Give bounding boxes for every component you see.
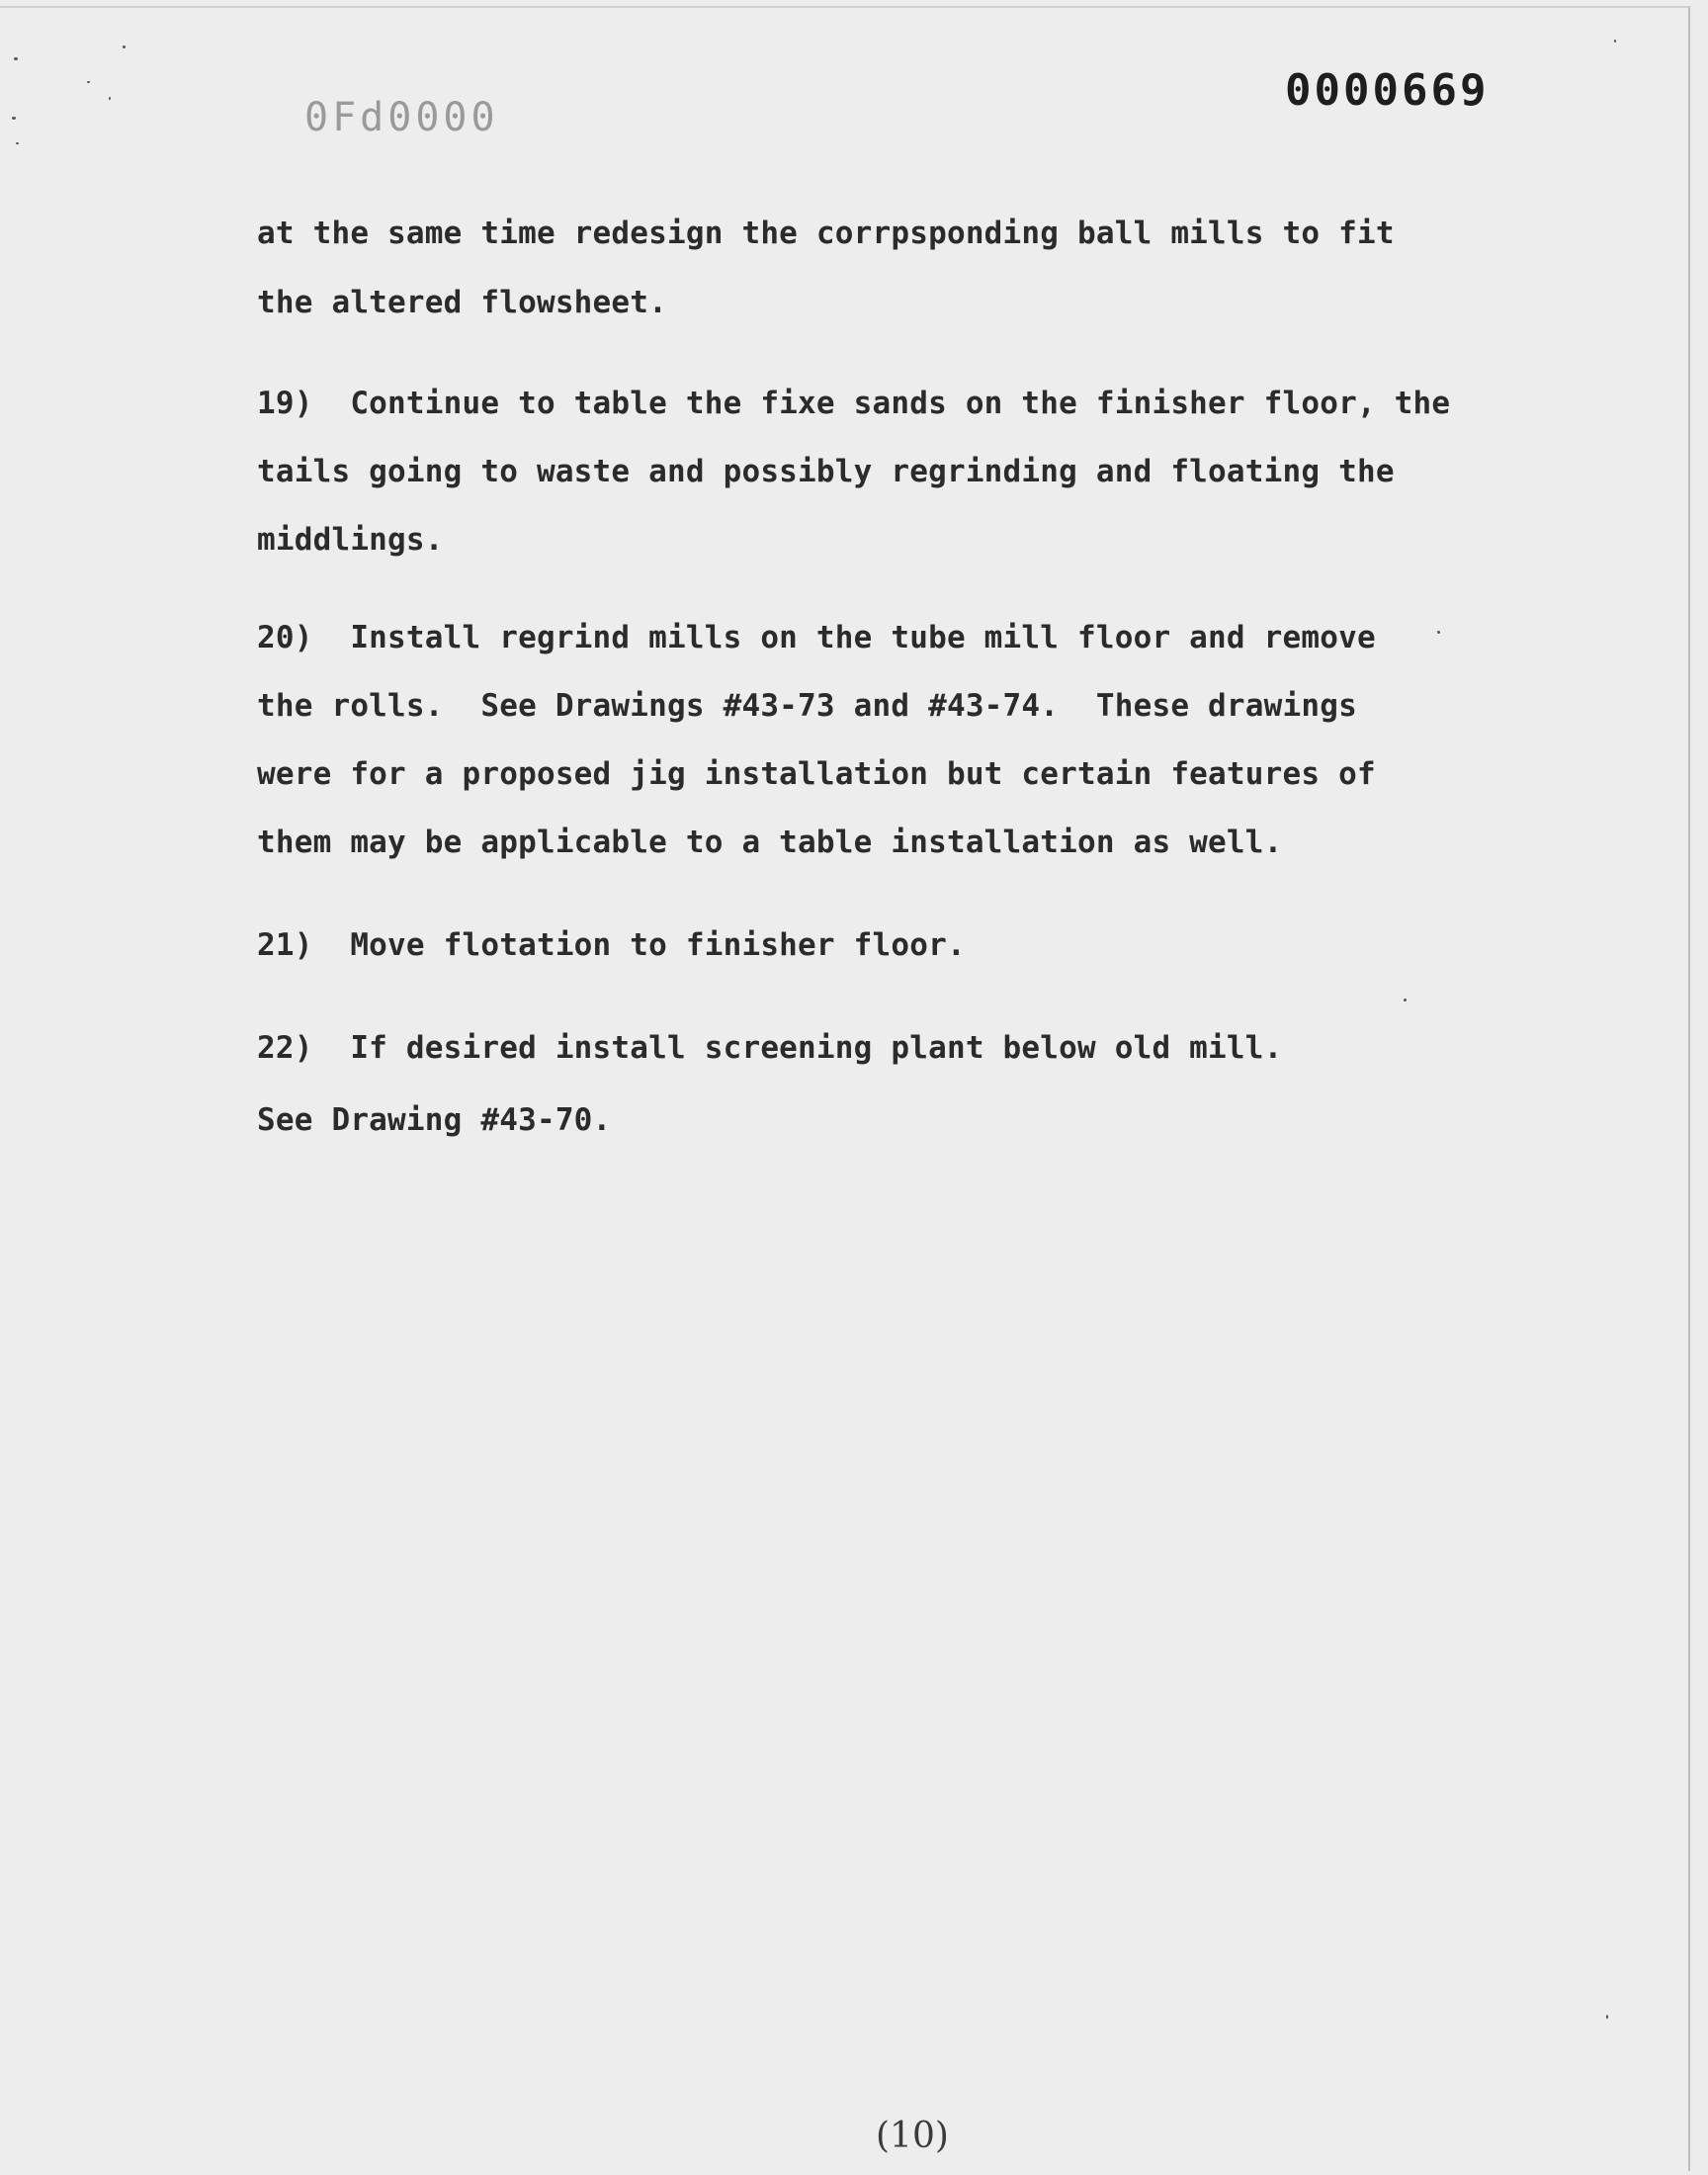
text-line-7: the rolls. See Drawings #43-73 and #43-74. These drawings bbox=[257, 688, 1357, 724]
scan-speck bbox=[109, 97, 111, 100]
scan-speck bbox=[1606, 2015, 1608, 2019]
scan-speck bbox=[87, 81, 90, 83]
text-line-10: 21) Move flotation to finisher floor. bbox=[257, 927, 966, 963]
faint-bleed-through-number: 0Fd0000 bbox=[304, 95, 499, 140]
scan-speck bbox=[14, 57, 18, 60]
text-line-1: at the same time redesign the corrpsponding ball mills to fit bbox=[257, 216, 1395, 251]
text-line-6: 20) Install regrind mills on the tube mill floor and remove bbox=[257, 620, 1376, 655]
text-line-12: See Drawing #43-70. bbox=[257, 1102, 612, 1138]
scan-speck bbox=[1437, 631, 1440, 634]
text-line-5: middlings. bbox=[257, 522, 444, 558]
text-line-8: were for a proposed jig installation but certain features of bbox=[257, 756, 1376, 792]
scan-speck bbox=[12, 117, 16, 120]
scan-speck bbox=[123, 45, 126, 48]
text-line-3: 19) Continue to table the fixe sands on the finisher floor, the bbox=[257, 386, 1451, 421]
scan-speck bbox=[1614, 40, 1616, 43]
page-number: (10) bbox=[876, 2116, 949, 2156]
text-line-9: them may be applicable to a table installation as well. bbox=[257, 825, 1283, 860]
text-line-11: 22) If desired install screening plant below old mill. bbox=[257, 1030, 1283, 1066]
text-line-2: the altered flowsheet. bbox=[257, 285, 667, 320]
text-line-4: tails going to waste and possibly regrinding and floating the bbox=[257, 454, 1395, 489]
document-control-number: 0000669 bbox=[1285, 65, 1490, 116]
scan-speck bbox=[1404, 999, 1407, 1001]
scan-speck bbox=[16, 142, 19, 144]
paper-sheet bbox=[0, 6, 1690, 2171]
